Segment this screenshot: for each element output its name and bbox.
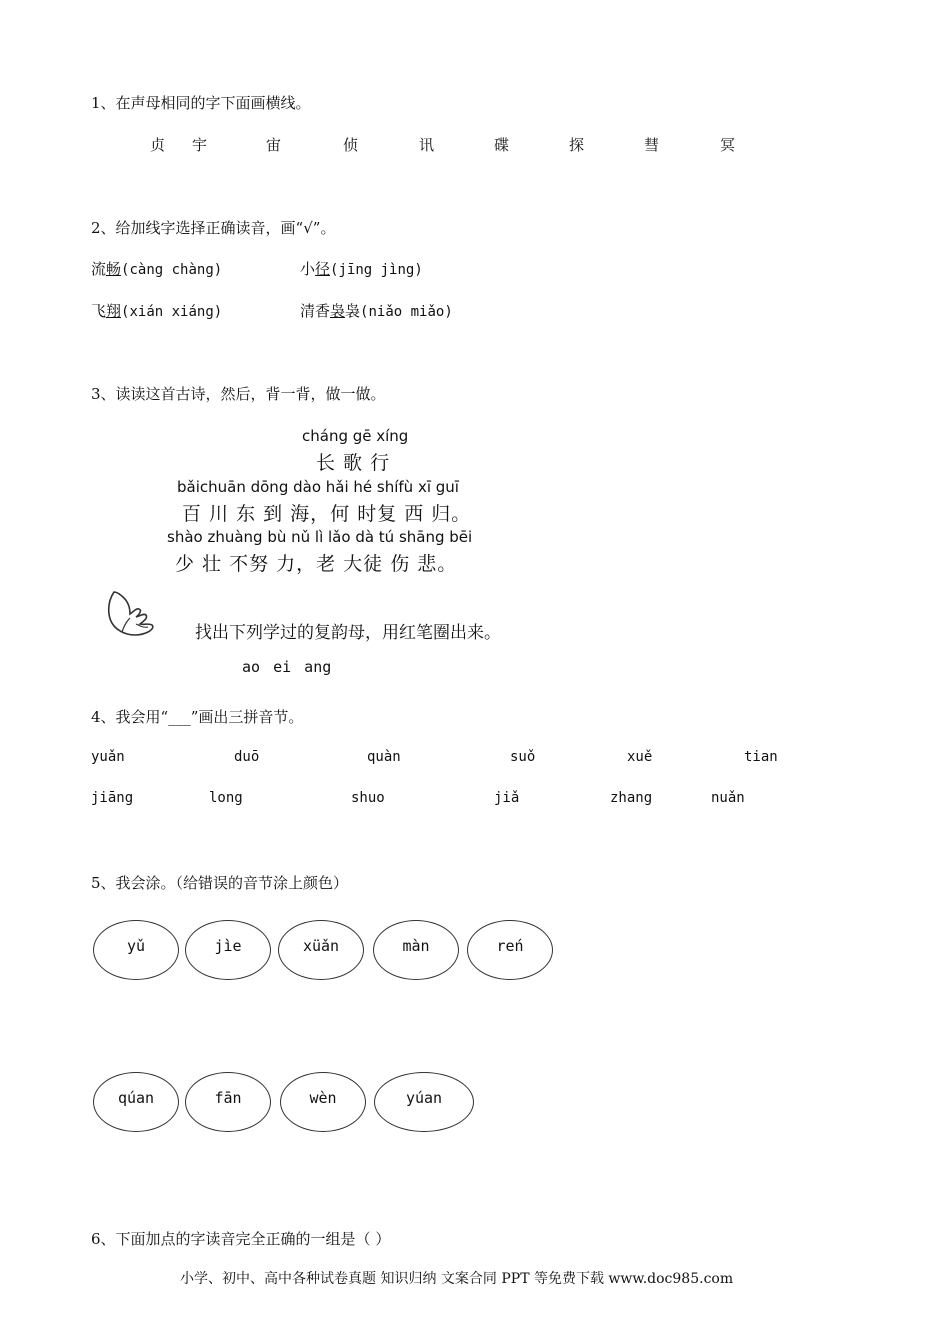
- syllable: zhang: [610, 790, 653, 806]
- char-item: 彗: [644, 136, 660, 154]
- char-item: 讯: [419, 136, 435, 154]
- pinyin-options: (xián xiáng): [121, 304, 223, 320]
- underlined-char: 畅: [106, 260, 122, 278]
- syllable-oval[interactable]: jìe: [185, 920, 271, 980]
- char-item: 侦: [343, 136, 359, 154]
- poem-title-pinyin: cháng gē xíng: [302, 427, 409, 445]
- syllable: suǒ: [510, 749, 536, 765]
- syllable: shuo: [351, 790, 385, 806]
- syllable-oval[interactable]: yǔ: [93, 920, 179, 980]
- syllable: jiāng: [91, 790, 134, 806]
- syllable-oval[interactable]: wèn: [280, 1072, 366, 1132]
- char-item: 碟: [494, 136, 510, 154]
- question-5-title: 5、我会涂。（给错误的音节涂上颜色）: [91, 874, 349, 892]
- question-2-title: 2、给加线字选择正确读音，画“√”。: [91, 219, 336, 237]
- pointing-hand-icon: [100, 588, 158, 642]
- syllable: tian: [744, 749, 778, 765]
- poem-line: 少 壮 不努 力，老 大徒 伤 悲。: [175, 553, 458, 575]
- page-footer: 小学、初中、高中各种试卷真题 知识归纳 文案合同 PPT 等免费下载 www.doc985.com: [180, 1271, 734, 1287]
- char-item: 冥: [720, 136, 736, 154]
- underlined-char: 袅: [330, 302, 346, 320]
- syllable-oval[interactable]: yúan: [374, 1072, 474, 1132]
- poem-title: 长 歌 行: [316, 452, 391, 474]
- pinyin-options: (jīng jìng): [330, 262, 423, 278]
- reading-choice-item: 清香袅袅(niǎo miǎo): [300, 302, 453, 320]
- instruction-text: 找出下列学过的复韵母，用红笔圈出来。: [195, 623, 501, 643]
- char-item: 宙: [266, 136, 282, 154]
- poem-line-pinyin: shào zhuàng bù nǔ lì lǎo dà tú shāng bēi: [167, 528, 473, 546]
- syllable: duō: [234, 749, 260, 765]
- poem-line: 百 川 东 到 海，何 时复 西 归。: [182, 503, 472, 525]
- syllable-oval[interactable]: qúan: [93, 1072, 179, 1132]
- question-3-title: 3、读读这首古诗，然后，背一背，做一做。: [91, 385, 386, 403]
- syllable: jiǎ: [494, 790, 520, 806]
- syllable: nuǎn: [711, 790, 745, 806]
- reading-choice-item: 小径(jīng jìng): [300, 260, 423, 278]
- syllable: quàn: [367, 749, 401, 765]
- pinyin-options: (càng chàng): [121, 262, 223, 278]
- syllable-oval[interactable]: fān: [185, 1072, 271, 1132]
- char-item: 探: [569, 136, 585, 154]
- syllable: xuě: [627, 749, 653, 765]
- question-6-title: 6、下面加点的字读音完全正确的一组是（ ）: [91, 1230, 391, 1248]
- poem-line-pinyin: bǎichuān dōng dào hǎi hé shífù xī guī: [177, 478, 459, 496]
- char-item: 贞: [150, 136, 166, 154]
- syllable-oval[interactable]: reń: [467, 920, 553, 980]
- syllable: long: [209, 790, 243, 806]
- syllable-oval[interactable]: màn: [373, 920, 459, 980]
- syllable: yuǎn: [91, 749, 125, 765]
- question-1-title: 1、在声母相同的字下面画横线。: [91, 94, 311, 112]
- finals-list: ao ei ang: [242, 658, 332, 676]
- pinyin-options: (niǎo miǎo): [360, 304, 453, 320]
- char-item: 宇: [192, 136, 208, 154]
- underlined-char: 翔: [106, 302, 122, 320]
- reading-choice-item: 流畅(càng chàng): [91, 260, 223, 278]
- reading-choice-item: 飞翔(xián xiáng): [91, 302, 223, 320]
- question-4-title: 4、我会用“___”画出三拼音节。: [91, 708, 304, 726]
- underlined-char: 径: [315, 260, 331, 278]
- syllable-oval[interactable]: xüǎn: [278, 920, 364, 980]
